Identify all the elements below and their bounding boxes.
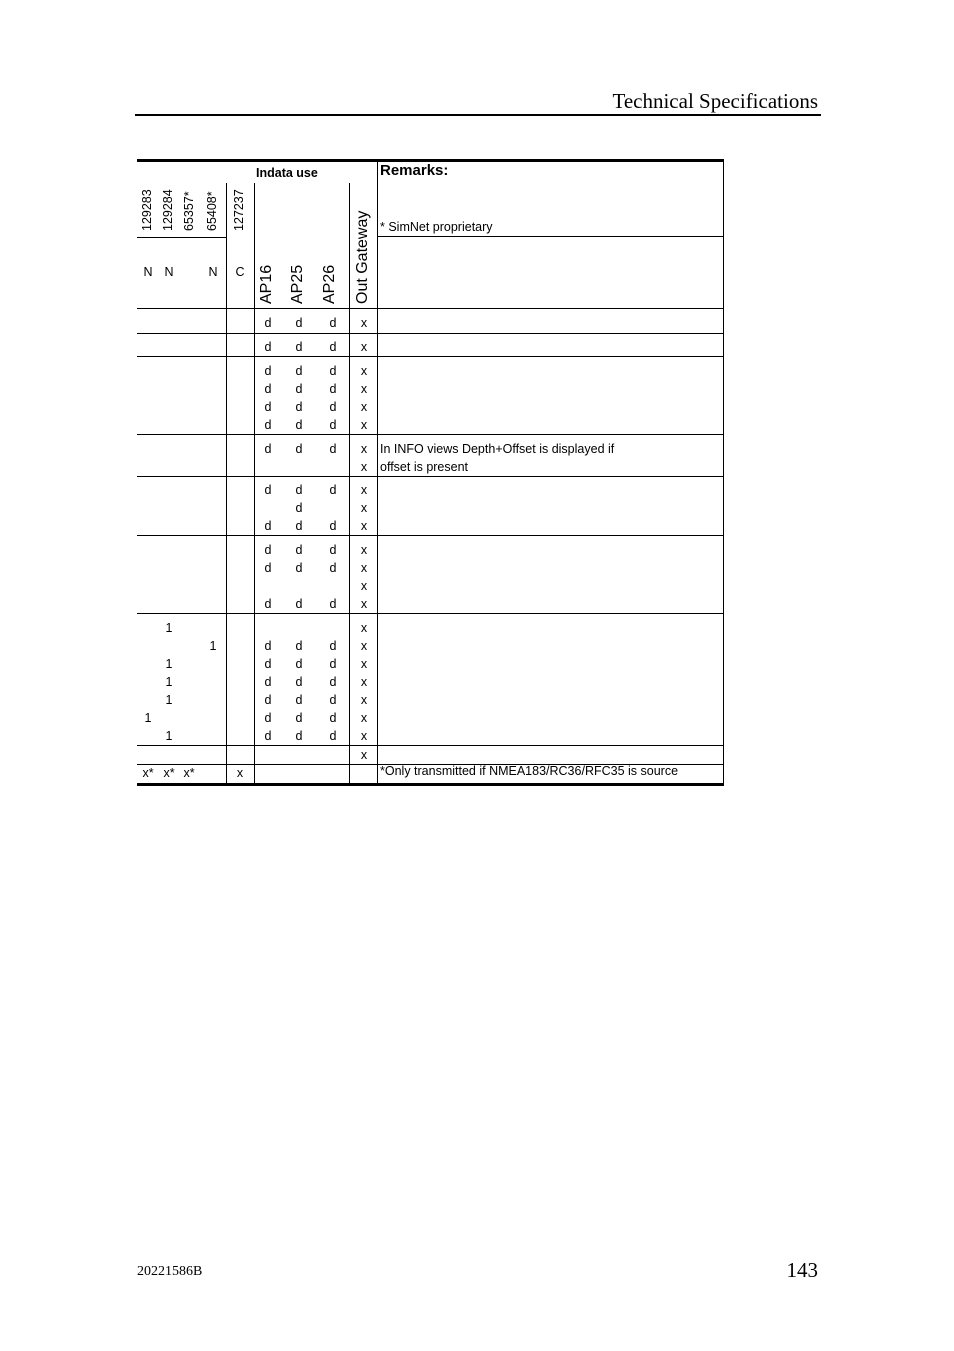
cell-ap25: d bbox=[295, 597, 303, 611]
cell-out-gateway: x bbox=[360, 340, 368, 354]
cell-pgn-65357: x* bbox=[183, 766, 195, 780]
cell-ap26: d bbox=[329, 316, 337, 330]
cell-ap25: d bbox=[295, 418, 303, 432]
cell-ap25: d bbox=[295, 501, 303, 515]
cell-out-gateway: x bbox=[360, 693, 368, 707]
cell-ap25: d bbox=[295, 561, 303, 575]
cell-ap25: d bbox=[295, 639, 303, 653]
type-code-129283: N bbox=[143, 265, 153, 279]
pgn-header-65408: 65408* bbox=[205, 191, 219, 231]
cell-pgn-65408: 1 bbox=[209, 639, 217, 653]
cell-ap16: d bbox=[264, 597, 272, 611]
pgn-header-127237: 127237 bbox=[232, 189, 246, 231]
cell-pgn-127237: x bbox=[236, 766, 244, 780]
cell-ap26: d bbox=[329, 657, 337, 671]
cell-ap26: d bbox=[329, 400, 337, 414]
cell-ap16: d bbox=[264, 519, 272, 533]
pgn-header-65357: 65357* bbox=[182, 191, 196, 231]
cell-ap26: d bbox=[329, 418, 337, 432]
cell-ap25: d bbox=[295, 442, 303, 456]
cell-ap26: d bbox=[329, 340, 337, 354]
cell-ap16: d bbox=[264, 657, 272, 671]
cell-ap25: d bbox=[295, 382, 303, 396]
group-bottom-rule bbox=[137, 613, 724, 614]
remark-text: In INFO views Depth+Offset is displayed if bbox=[380, 442, 615, 456]
cell-ap16: d bbox=[264, 316, 272, 330]
indata-column-divider bbox=[254, 183, 255, 783]
cell-ap25: d bbox=[295, 340, 303, 354]
device-header-out-gateway: Out Gateway bbox=[354, 210, 371, 304]
group-bottom-rule bbox=[137, 783, 724, 786]
pgn-header-divider bbox=[137, 237, 226, 238]
cell-out-gateway: x bbox=[360, 501, 368, 515]
type-code-127237: C bbox=[235, 265, 245, 279]
cell-out-gateway: x bbox=[360, 543, 368, 557]
group-bottom-rule bbox=[137, 535, 724, 536]
cell-out-gateway: x bbox=[360, 639, 368, 653]
cell-pgn-129283: x* bbox=[142, 766, 154, 780]
cell-ap16: d bbox=[264, 561, 272, 575]
footer-doc-code: 20221586B bbox=[137, 1264, 203, 1279]
cell-ap26: d bbox=[329, 382, 337, 396]
cell-out-gateway: x bbox=[360, 483, 368, 497]
cell-ap26: d bbox=[329, 364, 337, 378]
cell-out-gateway: x bbox=[360, 621, 368, 635]
cell-pgn-129284: 1 bbox=[165, 693, 173, 707]
cell-ap16: d bbox=[264, 639, 272, 653]
cell-out-gateway: x bbox=[360, 729, 368, 743]
header-remark: * SimNet proprietary bbox=[380, 220, 493, 234]
pgn-column-divider bbox=[226, 183, 227, 783]
cell-ap16: d bbox=[264, 382, 272, 396]
cell-pgn-129284: x* bbox=[163, 766, 175, 780]
cell-out-gateway: x bbox=[360, 364, 368, 378]
page-header-title: Technical Specifications bbox=[612, 89, 818, 113]
cell-out-gateway: x bbox=[360, 460, 368, 474]
cell-pgn-129284: 1 bbox=[165, 729, 173, 743]
cell-ap16: d bbox=[264, 675, 272, 689]
cell-ap26: d bbox=[329, 483, 337, 497]
remarks-title: Remarks: bbox=[380, 162, 449, 179]
cell-out-gateway: x bbox=[360, 418, 368, 432]
pgn-header-129284: 129284 bbox=[161, 189, 175, 231]
cell-ap16: d bbox=[264, 442, 272, 456]
group-bottom-rule bbox=[137, 356, 724, 357]
cell-out-gateway: x bbox=[360, 657, 368, 671]
footer-page-number: 143 bbox=[786, 1258, 818, 1282]
cell-ap25: d bbox=[295, 543, 303, 557]
group-bottom-rule bbox=[137, 434, 724, 435]
table-right-border bbox=[723, 159, 724, 783]
cell-ap25: d bbox=[295, 316, 303, 330]
cell-out-gateway: x bbox=[360, 442, 368, 456]
cell-pgn-129283: 1 bbox=[144, 711, 152, 725]
cell-ap25: d bbox=[295, 400, 303, 414]
cell-ap26: d bbox=[329, 729, 337, 743]
header-rule bbox=[135, 114, 821, 116]
table-top-rule bbox=[137, 159, 724, 162]
cell-ap25: d bbox=[295, 519, 303, 533]
cell-ap26: d bbox=[329, 597, 337, 611]
gateway-column-divider bbox=[349, 183, 350, 783]
cell-ap16: d bbox=[264, 340, 272, 354]
cell-out-gateway: x bbox=[360, 711, 368, 725]
remark-text: offset is present bbox=[380, 460, 469, 474]
remark-text: *Only transmitted if NMEA183/RC36/RFC35 is source bbox=[380, 764, 679, 778]
cell-out-gateway: x bbox=[360, 597, 368, 611]
cell-ap26: d bbox=[329, 639, 337, 653]
cell-out-gateway: x bbox=[360, 316, 368, 330]
cell-ap26: d bbox=[329, 675, 337, 689]
cell-ap16: d bbox=[264, 400, 272, 414]
type-code-129284: N bbox=[164, 265, 174, 279]
device-header-ap25: AP25 bbox=[289, 264, 306, 304]
cell-out-gateway: x bbox=[360, 519, 368, 533]
group-bottom-rule bbox=[137, 333, 724, 334]
cell-pgn-129284: 1 bbox=[165, 657, 173, 671]
cell-ap25: d bbox=[295, 657, 303, 671]
cell-ap25: d bbox=[295, 483, 303, 497]
cell-ap26: d bbox=[329, 711, 337, 725]
cell-ap16: d bbox=[264, 711, 272, 725]
cell-out-gateway: x bbox=[360, 675, 368, 689]
cell-out-gateway: x bbox=[360, 579, 368, 593]
cell-ap26: d bbox=[329, 561, 337, 575]
pgn-header-129283: 129283 bbox=[140, 189, 154, 231]
cell-ap25: d bbox=[295, 729, 303, 743]
cell-ap26: d bbox=[329, 442, 337, 456]
cell-ap26: d bbox=[329, 519, 337, 533]
indata-use-title: Indata use bbox=[256, 166, 318, 180]
cell-ap16: d bbox=[264, 729, 272, 743]
cell-ap25: d bbox=[295, 693, 303, 707]
device-header-ap26: AP26 bbox=[321, 264, 338, 304]
cell-ap16: d bbox=[264, 543, 272, 557]
group-bottom-rule bbox=[137, 476, 724, 477]
cell-out-gateway: x bbox=[360, 382, 368, 396]
cell-ap16: d bbox=[264, 364, 272, 378]
cell-ap16: d bbox=[264, 693, 272, 707]
cell-out-gateway: x bbox=[360, 561, 368, 575]
cell-pgn-129284: 1 bbox=[165, 675, 173, 689]
group-bottom-rule bbox=[137, 745, 724, 746]
cell-pgn-129284: 1 bbox=[165, 621, 173, 635]
device-header-ap16: AP16 bbox=[258, 264, 275, 304]
type-code-65408: N bbox=[208, 265, 218, 279]
cell-ap16: d bbox=[264, 418, 272, 432]
remarks-header-divider bbox=[377, 236, 723, 237]
cell-out-gateway: x bbox=[360, 748, 368, 762]
cell-ap25: d bbox=[295, 364, 303, 378]
cell-ap25: d bbox=[295, 711, 303, 725]
cell-ap16: d bbox=[264, 483, 272, 497]
cell-ap26: d bbox=[329, 693, 337, 707]
cell-ap25: d bbox=[295, 675, 303, 689]
remarks-column-divider bbox=[377, 159, 378, 783]
cell-out-gateway: x bbox=[360, 400, 368, 414]
cell-ap26: d bbox=[329, 543, 337, 557]
